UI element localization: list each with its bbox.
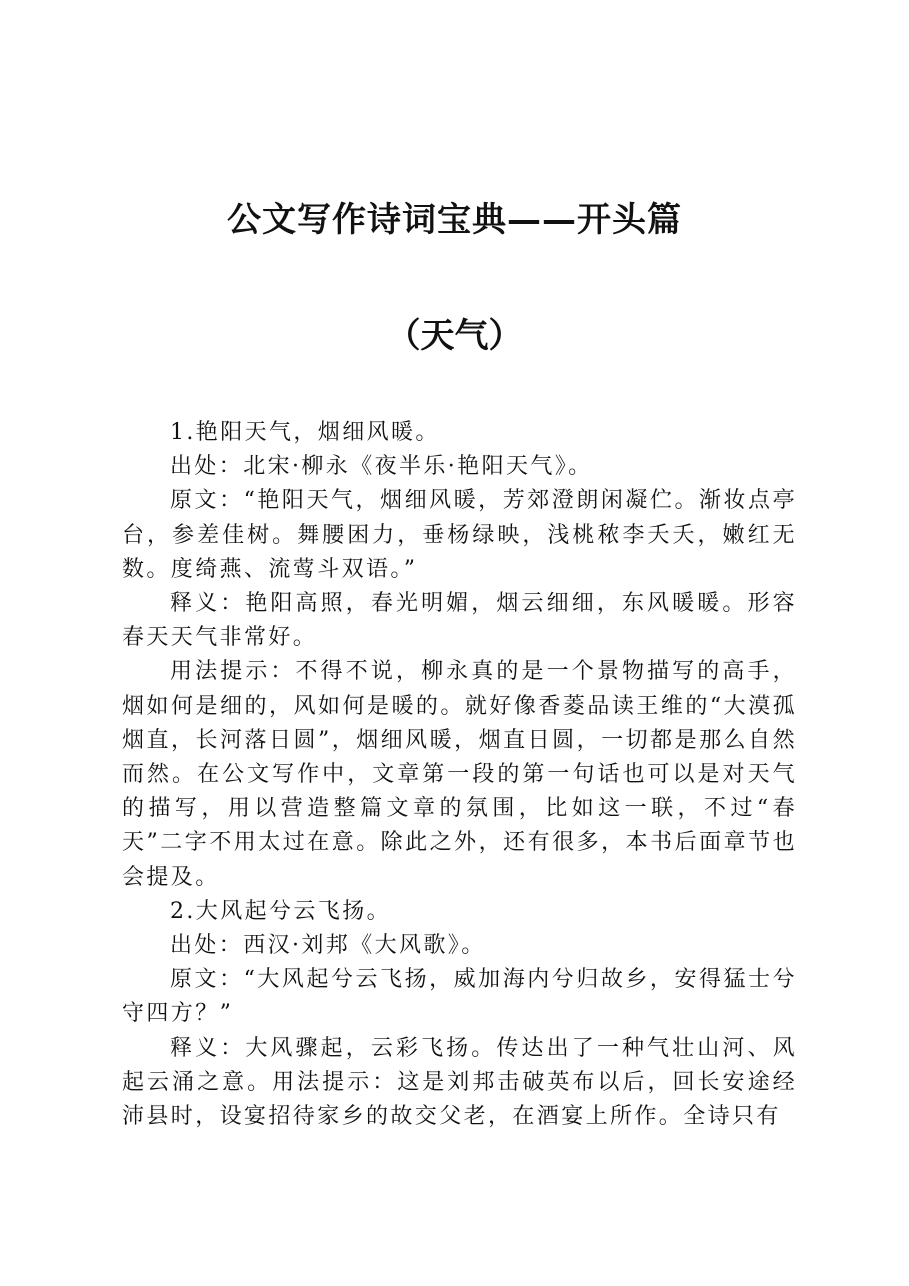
document-body [122, 416, 797, 1134]
paragraph-item-2-heading: 2.大风起兮云飞扬。 [170, 898, 391, 924]
paragraph-item-2-source: 出处：西汉·刘邦《大风歌》。 [170, 933, 486, 959]
section-heading: （天气） [386, 316, 523, 356]
paragraph-item-2-original: 原文：“大风起兮云飞扬，威加海内兮归故乡，安得猛士兮守四方？” [122, 967, 797, 1027]
document-title: 公文写作诗词宝典——开头篇 [227, 200, 682, 240]
paragraph-item-1-usage: 用法提示：不得不说，柳永真的是一个景物描写的高手，烟如何是细的，风如何是暖的。就好像香菱品读王维的“大漠孤烟直，长河落日圆”，烟细风暖，烟直日圆，一切都是那么自然而然。在公文写作中，文章第一段的第一句话也可以是对天气的描写，用以营造整篇文章的氛围，比如这一联，不过“春天”二字不用太过在意。除此之外，还有很多，本书后面章节也会提及。 [122, 659, 797, 890]
paragraph-item-1-original: 原文：“艳阳天气，烟细风暖，芳郊澄朗闲凝伫。渐妆点亭台，参差佳树。舞腰困力，垂杨绿映，浅桃秾李夭夭，嫩红无数。度绮燕、流莺斗双语。” [122, 488, 797, 582]
paragraph-item-2-meaning: 释义：大风骤起，云彩飞扬。传达出了一种气壮山河、风起云涌之意。用法提示：这是刘邦击破英布以后，回长安途经沛县时，设宴招待家乡的故交父老，在酒宴上所作。全诗只有 [122, 1035, 797, 1130]
paragraph-item-1-heading: 1.艳阳天气，烟细风暖。 [170, 420, 440, 445]
paragraph-item-1-meaning: 释义：艳阳高照，春光明媚，烟云细细，东风暖暖。形容春天天气非常好。 [122, 591, 797, 651]
paragraph-item-1-source: 出处：北宋·柳永《夜半乐·艳阳天气》。 [170, 454, 593, 480]
